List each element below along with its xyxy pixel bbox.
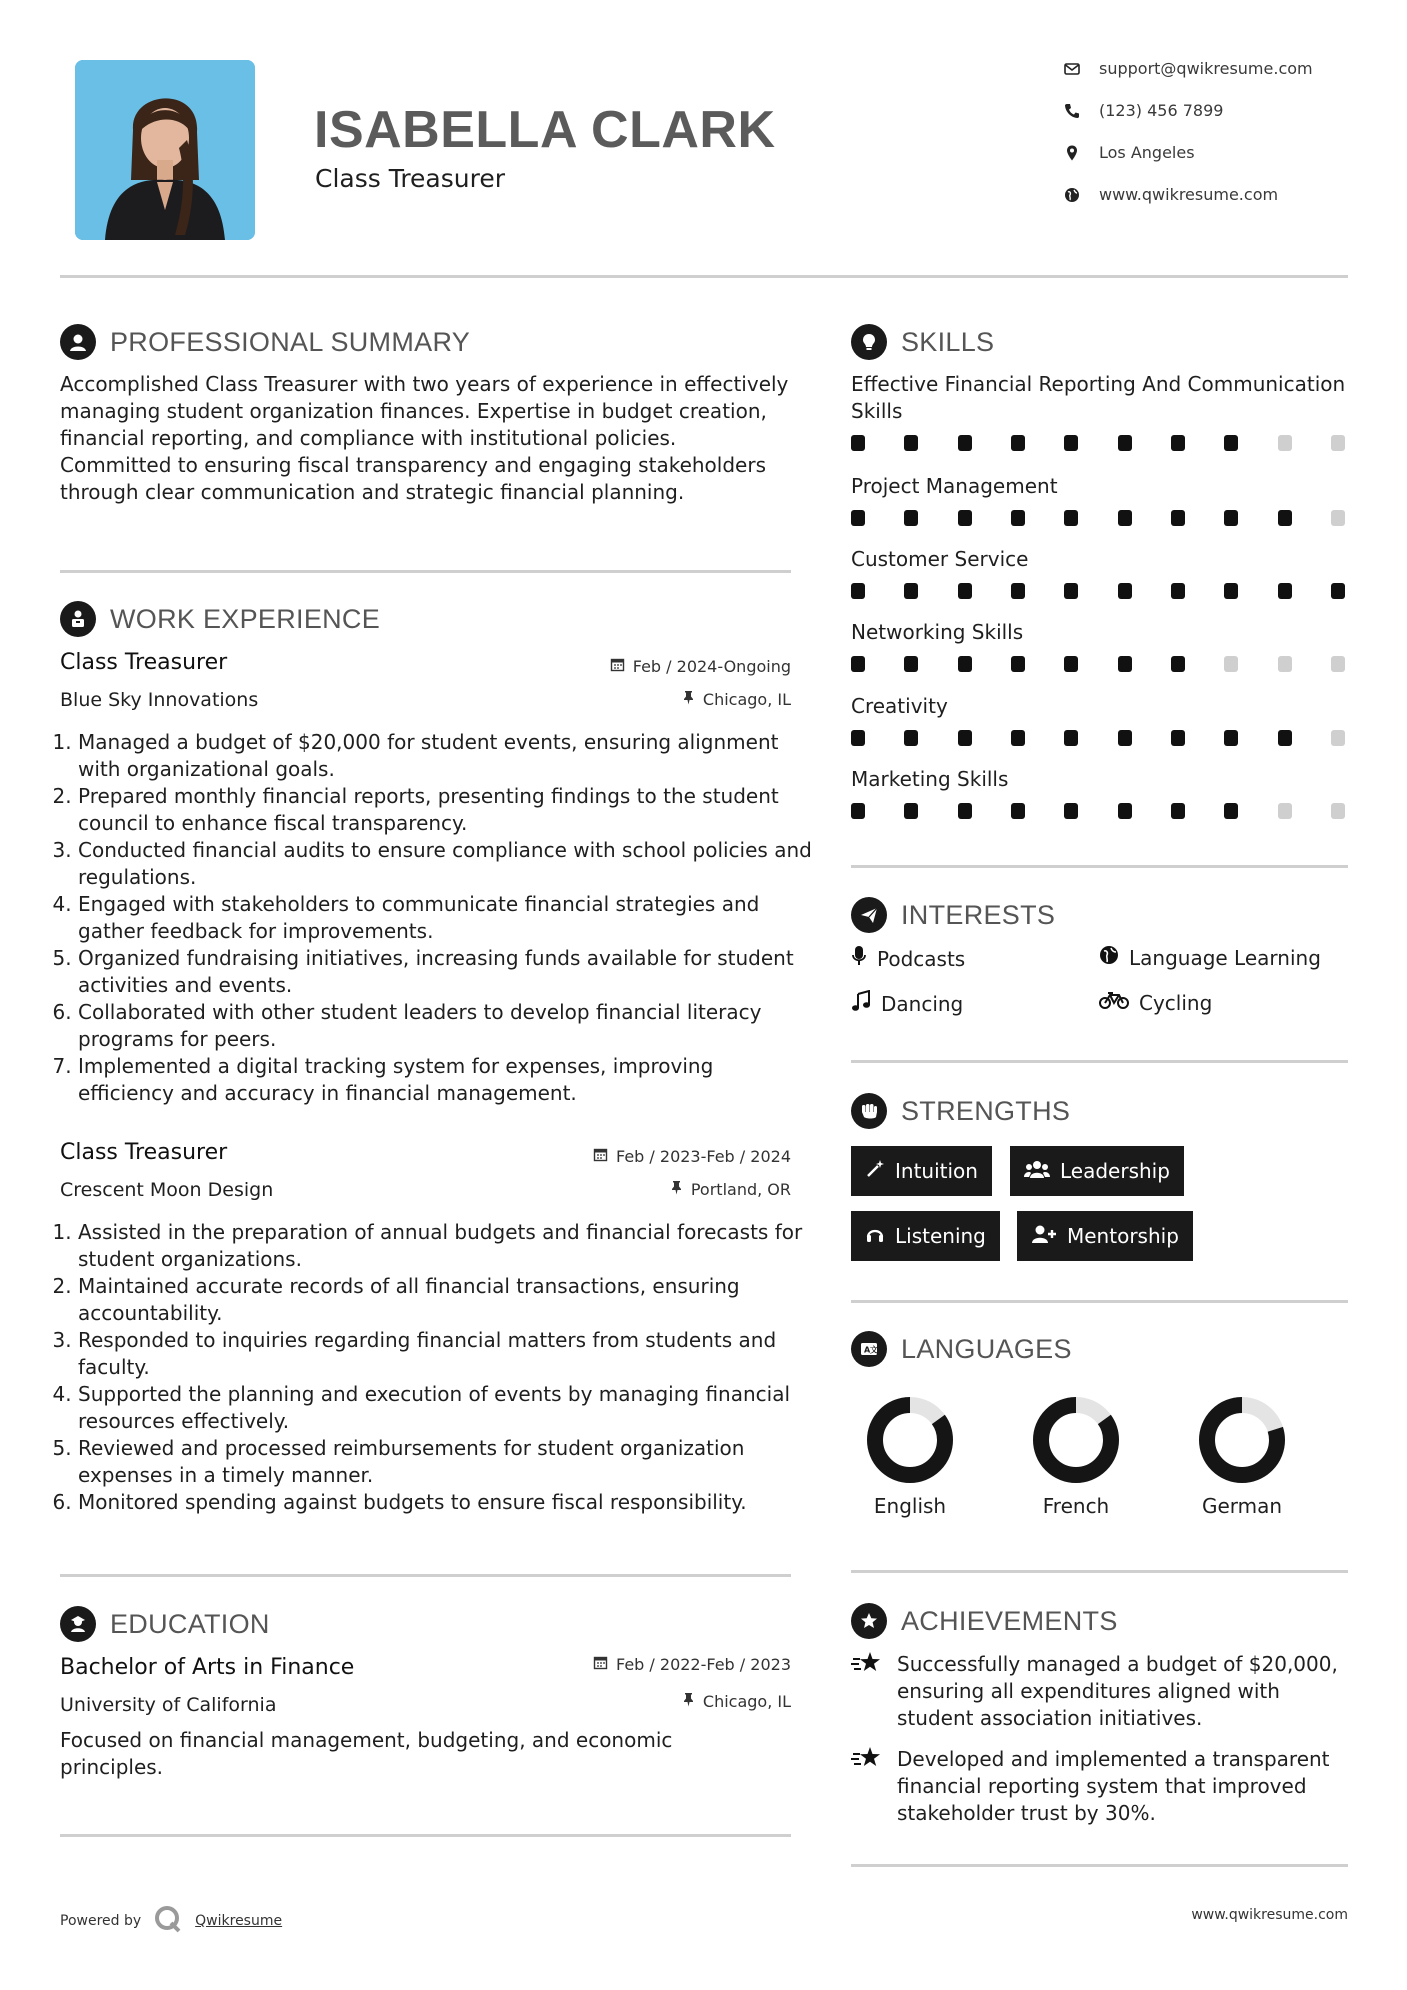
summary-heading bbox=[60, 324, 470, 360]
skill-dot bbox=[1278, 730, 1292, 746]
skill-dot bbox=[1011, 435, 1025, 451]
powered-by-label: Powered by bbox=[60, 1913, 142, 1929]
contact-location bbox=[1063, 143, 1195, 162]
skill-dot bbox=[851, 730, 865, 746]
education-dates bbox=[593, 1655, 791, 1674]
pushpin-icon bbox=[670, 1180, 683, 1199]
skill-name: Project Management bbox=[851, 474, 1058, 498]
contact-phone-text: (123) 456 7899 bbox=[1099, 101, 1224, 120]
language-name: German bbox=[1201, 1494, 1283, 1518]
education-dates-text: Feb / 2022-Feb / 2023 bbox=[616, 1655, 791, 1674]
skill-dot bbox=[1171, 583, 1185, 599]
skill-dot bbox=[904, 510, 918, 526]
magic-wand-icon bbox=[865, 1159, 885, 1184]
skill-dot bbox=[1331, 730, 1345, 746]
job-1-dates bbox=[610, 657, 791, 676]
skill-dot bbox=[1278, 803, 1292, 819]
skill-item bbox=[851, 546, 1351, 619]
skill-dot bbox=[1171, 803, 1185, 819]
job-1-duties bbox=[60, 729, 813, 1107]
users-icon bbox=[1024, 1159, 1050, 1184]
language-gauge bbox=[855, 1390, 965, 1490]
job-2-duty: 5. Reviewed and processed reimbursements for student organization expenses in a timely manner. bbox=[78, 1435, 813, 1489]
skill-dot bbox=[1224, 510, 1238, 526]
contact-location-text: Los Angeles bbox=[1099, 143, 1195, 162]
svg-text:文: 文 bbox=[870, 1345, 878, 1355]
skill-dot bbox=[851, 656, 865, 672]
paper-plane-icon bbox=[851, 897, 887, 933]
user-plus-icon bbox=[1031, 1224, 1057, 1249]
skill-dot bbox=[1011, 730, 1025, 746]
translate-icon bbox=[851, 1331, 887, 1367]
job-1-dates-text: Feb / 2024-Ongoing bbox=[632, 657, 791, 676]
job-1-duty: 7. Implemented a digital tracking system for expenses, improving efficiency and accuracy in financial management. bbox=[78, 1053, 813, 1107]
contact-phone[interactable] bbox=[1063, 101, 1223, 120]
skills-list bbox=[851, 371, 1351, 826]
bicycle-icon bbox=[1099, 990, 1129, 1015]
skill-dot bbox=[1011, 803, 1025, 819]
strength-label: Intuition bbox=[895, 1159, 978, 1183]
briefcase-user-icon bbox=[60, 601, 96, 637]
job-1-duty: 3. Conducted financial audits to ensure compliance with school policies and regulations. bbox=[78, 837, 813, 891]
education-divider bbox=[60, 1834, 791, 1837]
skill-item bbox=[851, 473, 1351, 546]
job-2-duties bbox=[60, 1219, 813, 1516]
user-circle-icon bbox=[60, 324, 96, 360]
contact-website[interactable] bbox=[1063, 185, 1278, 204]
skill-dot bbox=[1171, 656, 1185, 672]
strength-chip bbox=[1017, 1211, 1193, 1261]
job-2-duty: 1. Assisted in the preparation of annual budgets and financial forecasts for student organizations. bbox=[78, 1219, 813, 1273]
headphones-icon bbox=[865, 1224, 885, 1249]
skill-name: Networking Skills bbox=[851, 620, 1024, 644]
skill-item bbox=[851, 371, 1351, 473]
map-pin-icon bbox=[1063, 144, 1081, 162]
skill-dot bbox=[904, 435, 918, 451]
education-description: Focused on financial management, budgeting, and economic principles. bbox=[60, 1728, 673, 1779]
education-location bbox=[682, 1692, 791, 1711]
strength-label: Listening bbox=[895, 1224, 986, 1248]
contact-website-text: www.qwikresume.com bbox=[1099, 185, 1279, 204]
star-icon bbox=[851, 1746, 885, 1827]
skill-dot bbox=[1331, 656, 1345, 672]
skill-dot bbox=[1118, 730, 1132, 746]
lightbulb-icon bbox=[851, 324, 887, 360]
skill-dot bbox=[1278, 510, 1292, 526]
globe-icon bbox=[1063, 186, 1081, 204]
job-1-title: Class Treasurer bbox=[60, 650, 228, 675]
achievement-item bbox=[851, 1746, 1351, 1827]
phone-icon bbox=[1063, 102, 1081, 120]
skill-dot bbox=[1118, 583, 1132, 599]
skill-dot bbox=[1331, 435, 1345, 451]
skill-dot bbox=[1064, 435, 1078, 451]
calendar-icon bbox=[593, 1147, 608, 1166]
skill-dot bbox=[1118, 803, 1132, 819]
skill-dot bbox=[1118, 435, 1132, 451]
skill-rating bbox=[851, 510, 1345, 526]
skill-dot bbox=[1278, 656, 1292, 672]
contact-email[interactable] bbox=[1063, 59, 1313, 78]
skill-dot bbox=[1278, 583, 1292, 599]
job-1-duty: 6. Collaborated with other student leaders to develop financial literacy programs for peers. bbox=[78, 999, 813, 1053]
job-2-duty: 2. Maintained accurate records of all financial transactions, ensuring accountability. bbox=[78, 1273, 813, 1327]
music-note-icon bbox=[851, 990, 871, 1017]
skill-item bbox=[851, 619, 1351, 693]
strength-label: Leadership bbox=[1060, 1159, 1170, 1183]
interest-label: Cycling bbox=[1139, 990, 1213, 1015]
strengths-title: STRENGTHS bbox=[901, 1095, 1071, 1126]
job-1-location-text: Chicago, IL bbox=[702, 690, 791, 709]
skill-dot bbox=[851, 435, 865, 451]
skill-dot bbox=[958, 656, 972, 672]
language-name: French bbox=[1042, 1494, 1110, 1518]
skill-dot bbox=[1064, 510, 1078, 526]
skill-item bbox=[851, 766, 1351, 826]
calendar-icon bbox=[593, 1655, 608, 1674]
language-name: English bbox=[873, 1494, 947, 1518]
achievement-text: Developed and implemented a transparent financial reporting system that improved stakeholder trust by 30%. bbox=[897, 1747, 1330, 1825]
profile-photo bbox=[75, 60, 255, 240]
skill-dot bbox=[1224, 803, 1238, 819]
pushpin-icon bbox=[682, 1692, 695, 1711]
job-2-company: Crescent Moon Design bbox=[60, 1179, 274, 1201]
calendar-icon bbox=[610, 657, 625, 676]
languages-heading bbox=[851, 1331, 1072, 1367]
skill-dot bbox=[1331, 583, 1345, 599]
footer-powered bbox=[60, 1904, 282, 1938]
skill-name: Marketing Skills bbox=[851, 767, 1009, 791]
job-2-location-text: Portland, OR bbox=[690, 1180, 791, 1199]
job-2-duty: 4. Supported the planning and execution of events by managing financial resources effectively. bbox=[78, 1381, 813, 1435]
strengths-divider bbox=[851, 1300, 1348, 1303]
education-degree: Bachelor of Arts in Finance bbox=[60, 1655, 355, 1680]
job-1-company: Blue Sky Innovations bbox=[60, 689, 259, 711]
candidate-title: Class Treasurer bbox=[315, 164, 506, 193]
education-location-text: Chicago, IL bbox=[702, 1692, 791, 1711]
job-2-location bbox=[670, 1180, 791, 1199]
skill-dot bbox=[1064, 656, 1078, 672]
interests-divider bbox=[851, 1060, 1348, 1063]
education-school: University of California bbox=[60, 1694, 277, 1716]
skill-dot bbox=[1224, 583, 1238, 599]
job-1-duty: 2. Prepared monthly financial reports, presenting findings to the student council to enhance fiscal transparency. bbox=[78, 783, 813, 837]
envelope-icon bbox=[1063, 60, 1081, 78]
language-gauge bbox=[1187, 1390, 1297, 1490]
footer-website[interactable]: www.qwikresume.com bbox=[1191, 1907, 1348, 1923]
skill-dot bbox=[958, 803, 972, 819]
experience-heading bbox=[60, 601, 380, 637]
strengths-heading bbox=[851, 1093, 1070, 1129]
language-item bbox=[1021, 1390, 1131, 1518]
star-badge-icon bbox=[851, 1603, 887, 1639]
skills-heading bbox=[851, 324, 994, 360]
skill-dot bbox=[1331, 803, 1345, 819]
job-2-dates-text: Feb / 2023-Feb / 2024 bbox=[616, 1147, 791, 1166]
interests-heading bbox=[851, 897, 1055, 933]
graduate-icon bbox=[60, 1606, 96, 1642]
interest-item bbox=[1099, 945, 1321, 970]
experience-divider bbox=[60, 1574, 791, 1577]
summary-text: Accomplished Class Treasurer with two years of experience in effectively managing student organization finances. Expertise in budget creation, financial reporting, and compliance with institutional policies. Committed to ensuring fiscal transparency and engaging stakeholders through clear communication and strategic financial planning. bbox=[60, 372, 789, 504]
job-2-dates bbox=[593, 1147, 791, 1166]
skill-rating bbox=[851, 435, 1345, 451]
job-1-duty: 4. Engaged with stakeholders to communicate financial strategies and gather feedback for improvements. bbox=[78, 891, 813, 945]
skill-dot bbox=[1224, 730, 1238, 746]
fist-icon bbox=[851, 1093, 887, 1129]
summary-divider bbox=[60, 570, 791, 573]
interest-label: Dancing bbox=[881, 991, 964, 1016]
skill-dot bbox=[1171, 730, 1185, 746]
job-1-location bbox=[682, 690, 791, 709]
skill-dot bbox=[904, 730, 918, 746]
skill-dot bbox=[1118, 656, 1132, 672]
skill-dot bbox=[1224, 656, 1238, 672]
languages-title: LANGUAGES bbox=[901, 1333, 1072, 1364]
header-divider bbox=[60, 275, 1348, 278]
skill-dot bbox=[958, 435, 972, 451]
skill-dot bbox=[1011, 510, 1025, 526]
language-gauge bbox=[1021, 1390, 1131, 1490]
strength-label: Mentorship bbox=[1067, 1224, 1179, 1248]
skill-dot bbox=[1171, 510, 1185, 526]
star-icon bbox=[851, 1651, 885, 1732]
candidate-name: ISABELLA CLARK bbox=[314, 101, 776, 159]
education-title: EDUCATION bbox=[110, 1608, 270, 1639]
summary-title: PROFESSIONAL SUMMARY bbox=[110, 326, 471, 357]
skill-dot bbox=[1064, 730, 1078, 746]
experience-title: WORK EXPERIENCE bbox=[110, 603, 381, 634]
interests-title: INTERESTS bbox=[901, 899, 1056, 930]
pushpin-icon bbox=[682, 690, 695, 709]
skill-dot bbox=[904, 583, 918, 599]
skill-dot bbox=[851, 583, 865, 599]
skill-dot bbox=[851, 510, 865, 526]
skill-name: Creativity bbox=[851, 694, 948, 718]
achievements-heading bbox=[851, 1603, 1118, 1639]
strength-chip bbox=[1010, 1146, 1184, 1196]
skill-dot bbox=[958, 583, 972, 599]
skill-name: Effective Financial Reporting And Communication Skills bbox=[851, 372, 1346, 423]
interest-item bbox=[851, 990, 963, 1017]
skill-dot bbox=[1171, 435, 1185, 451]
skill-dot bbox=[904, 803, 918, 819]
interest-item bbox=[1099, 990, 1212, 1015]
skill-dot bbox=[958, 510, 972, 526]
qwikresume-link[interactable]: Qwikresume bbox=[195, 1913, 283, 1929]
interest-label: Language Learning bbox=[1129, 945, 1321, 970]
microphone-icon bbox=[851, 945, 867, 972]
skill-dot bbox=[1064, 583, 1078, 599]
skill-dot bbox=[1011, 583, 1025, 599]
job-2-title: Class Treasurer bbox=[60, 1140, 228, 1165]
skill-dot bbox=[851, 803, 865, 819]
skill-dot bbox=[1224, 435, 1238, 451]
skill-dot bbox=[1064, 803, 1078, 819]
interest-label: Podcasts bbox=[877, 946, 966, 971]
skills-divider bbox=[851, 865, 1348, 868]
job-2-duty: 6. Monitored spending against budgets to ensure fiscal responsibility. bbox=[78, 1489, 813, 1516]
skill-dot bbox=[958, 730, 972, 746]
achievements-title: ACHIEVEMENTS bbox=[901, 1605, 1118, 1636]
contact-email-text: support@qwikresume.com bbox=[1099, 59, 1313, 78]
education-heading bbox=[60, 1606, 270, 1642]
interest-item bbox=[851, 945, 965, 972]
qwikresume-logo-icon bbox=[153, 1904, 183, 1938]
skill-rating bbox=[851, 730, 1345, 746]
achievement-item bbox=[851, 1651, 1351, 1732]
job-2-duty: 3. Responded to inquiries regarding financial matters from students and faculty. bbox=[78, 1327, 813, 1381]
globe-icon bbox=[1099, 945, 1119, 970]
skill-name: Customer Service bbox=[851, 547, 1029, 571]
language-item bbox=[855, 1390, 965, 1518]
job-1-duty: 5. Organized fundraising initiatives, increasing funds available for student activities and events. bbox=[78, 945, 813, 999]
achievements-divider bbox=[851, 1864, 1348, 1867]
skill-dot bbox=[1278, 435, 1292, 451]
achievement-text: Successfully managed a budget of $20,000, ensuring all expenditures aligned with student association initiatives. bbox=[897, 1652, 1338, 1730]
strength-chip bbox=[851, 1146, 992, 1196]
languages-divider bbox=[851, 1570, 1348, 1573]
skill-dot bbox=[904, 656, 918, 672]
skill-dot bbox=[1118, 510, 1132, 526]
skills-title: SKILLS bbox=[901, 326, 995, 357]
skill-rating bbox=[851, 583, 1345, 599]
language-item bbox=[1187, 1390, 1297, 1518]
skill-dot bbox=[1011, 656, 1025, 672]
skill-rating bbox=[851, 656, 1345, 672]
svg-text:A: A bbox=[864, 1345, 871, 1355]
skill-dot bbox=[1331, 510, 1345, 526]
skill-item bbox=[851, 693, 1351, 766]
skill-rating bbox=[851, 803, 1345, 819]
job-1-duty: 1. Managed a budget of $20,000 for student events, ensuring alignment with organizational goals. bbox=[78, 729, 813, 783]
strength-chip bbox=[851, 1211, 1000, 1261]
